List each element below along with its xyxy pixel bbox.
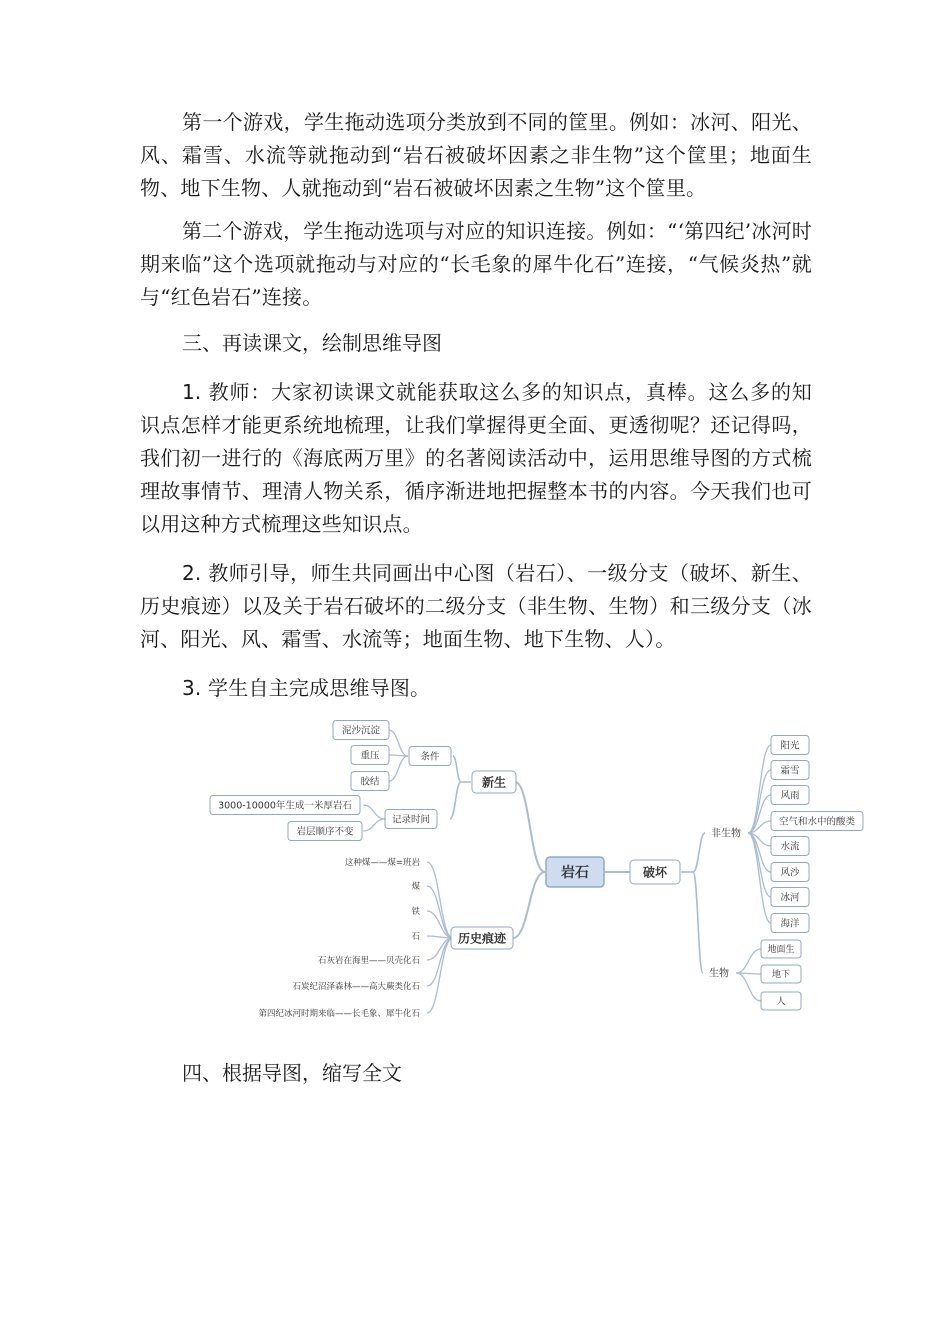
node-label: 条件 — [420, 751, 440, 763]
node-label: 水流 — [780, 841, 800, 853]
time-node — [385, 810, 437, 829]
living-item-node — [761, 940, 801, 958]
connector-line — [389, 730, 408, 756]
connector-line — [748, 745, 771, 833]
node-label: 地下 — [771, 970, 791, 981]
nonliving-item-node — [771, 914, 809, 933]
node-label: 地面生 — [767, 945, 795, 956]
connector-line — [693, 833, 705, 872]
node-label: 冰河 — [780, 892, 800, 904]
list-item-2 — [140, 557, 812, 656]
node-label: 非生物 — [711, 828, 741, 840]
connector-line — [748, 833, 771, 923]
living-item-node — [761, 965, 801, 983]
node-label: 3000-10000年生成一米厚岩石 — [218, 800, 352, 812]
node-label: 煤 — [411, 882, 420, 893]
node-label: 胶结 — [360, 776, 380, 788]
nonliving-item-node — [771, 812, 863, 831]
history-item-node — [258, 1008, 420, 1019]
node-label: 铁 — [411, 907, 420, 918]
nonliving-item-node — [771, 837, 809, 856]
nonliving-item-node — [771, 786, 809, 805]
paragraph-game-two: 第二个游戏，学生拖动选项与对应的知识连接。例如：“‘第四纪’冰河时期来临”这个选项就拖动与对应的“长毛象的犀牛化石”连接，“气候炎热”就与“红色岩石”连接。 — [140, 219, 812, 309]
node-label: 石灰岩在海里——贝壳化石 — [317, 956, 420, 967]
branch-new-node — [472, 771, 516, 793]
node-label: 空气和水中的酸类 — [778, 816, 856, 828]
node-label: 海洋 — [780, 918, 800, 930]
time-item-node — [210, 796, 360, 815]
list-number: 3. — [182, 676, 202, 700]
branch-destroy-node — [630, 860, 680, 884]
condition-item-node — [333, 721, 389, 740]
history-item-node — [345, 857, 421, 868]
nonliving-item-node — [771, 736, 809, 755]
node-label: 生物 — [709, 968, 729, 980]
list-item-3 — [140, 672, 812, 705]
connector-line — [450, 782, 461, 819]
nonliving-item-node — [771, 863, 809, 882]
node-label: 风沙 — [780, 867, 800, 879]
condition-item-node — [351, 772, 389, 791]
connector-line — [389, 756, 408, 781]
living-item-node — [761, 992, 801, 1010]
section-heading-3: 三、再读课文，绘制思维导图 — [182, 331, 442, 355]
list-number: 1. — [182, 380, 202, 404]
history-item-node — [411, 906, 420, 917]
node-label: 石 — [411, 932, 420, 943]
list-text: 学生自主完成思维导图。 — [208, 676, 431, 700]
history-item-node — [318, 955, 421, 966]
node-label: 历史痕迹 — [457, 931, 507, 946]
node-label: 阳光 — [780, 740, 800, 752]
time-item-node — [288, 822, 362, 841]
history-item-node — [411, 932, 420, 942]
history-item-node — [411, 881, 420, 892]
connector-line — [363, 819, 385, 831]
mind-map-nodes — [210, 721, 863, 1020]
nonliving-item-node — [771, 888, 809, 907]
paragraph-game-one: 第一个游戏，学生拖动选项分类放到不同的筐里。例如：冰河、阳光、风、霜雪、水流等就拖动到“岩石被破坏因素之非生物”这个筐里；地面生物、地下生物、人就拖动到“岩石被破坏因素之生物”这个筐里。 — [140, 110, 812, 200]
nonliving-item-node — [771, 761, 809, 780]
branch-history-node — [451, 927, 513, 949]
node-label: 这种煤——煤=班岩 — [344, 858, 420, 869]
connector-line — [427, 862, 453, 938]
node-label: 风雨 — [780, 790, 800, 802]
mind-map-figure — [195, 712, 875, 1024]
condition-item-node — [351, 746, 389, 765]
node-label: 破坏 — [642, 865, 668, 880]
condition-node — [409, 747, 451, 766]
node-label: 霜雪 — [780, 765, 800, 777]
node-label: 石炭纪沼泽森林——高大蕨类化石 — [292, 982, 420, 993]
connector-line — [693, 872, 703, 973]
center-node — [546, 857, 604, 887]
connector-line — [453, 756, 461, 782]
list-text: 教师：大家初读课文就能获取这么多的知识点，真棒。这么多的知识点怎样才能更系统地梳理，让我们掌握得更全面、更透彻呢？还记得吗，我们初一进行的《海底两万里》的名著阅读活动中，运用思维导图的方式梳理故事情节、理清人物关系，循序渐进地把握整本书的内容。今天我们也可以用这种方式梳理这些知识点。 — [140, 380, 812, 536]
node-label: 重压 — [360, 750, 380, 762]
connector-line — [748, 770, 771, 833]
connector-line — [736, 949, 761, 973]
list-item-1 — [140, 376, 812, 541]
node-label: 岩层顺序不变 — [296, 826, 354, 838]
node-label: 记录时间 — [391, 814, 431, 826]
list-text: 教师引导，师生共同画出中心图（岩石）、一级分支（破坏、新生、历史痕迹）以及关于岩石破坏的二级分支（非生物、生物）和三级分支（冰河、阳光、风、霜雪、水流等；地面生物、地下生物、人）。 — [140, 561, 812, 651]
living-node — [709, 967, 729, 980]
section-heading-4: 四、根据导图，缩写全文 — [182, 1061, 402, 1085]
connector-line — [427, 911, 453, 938]
node-label: 泥沙沉淀 — [341, 725, 381, 737]
nonliving-node — [711, 827, 741, 840]
connector-line — [363, 805, 385, 819]
connector-line — [513, 872, 545, 938]
node-label: 第四纪冰河时期来临——长毛象、犀牛化石 — [258, 1009, 420, 1020]
connector-line — [736, 973, 761, 1001]
node-label: 人 — [776, 997, 786, 1008]
node-label: 岩石 — [561, 865, 589, 882]
connector-line — [748, 833, 771, 897]
history-item-node — [292, 981, 420, 992]
list-number: 2. — [182, 561, 202, 585]
node-label: 新生 — [481, 775, 507, 790]
connector-line — [515, 782, 545, 872]
